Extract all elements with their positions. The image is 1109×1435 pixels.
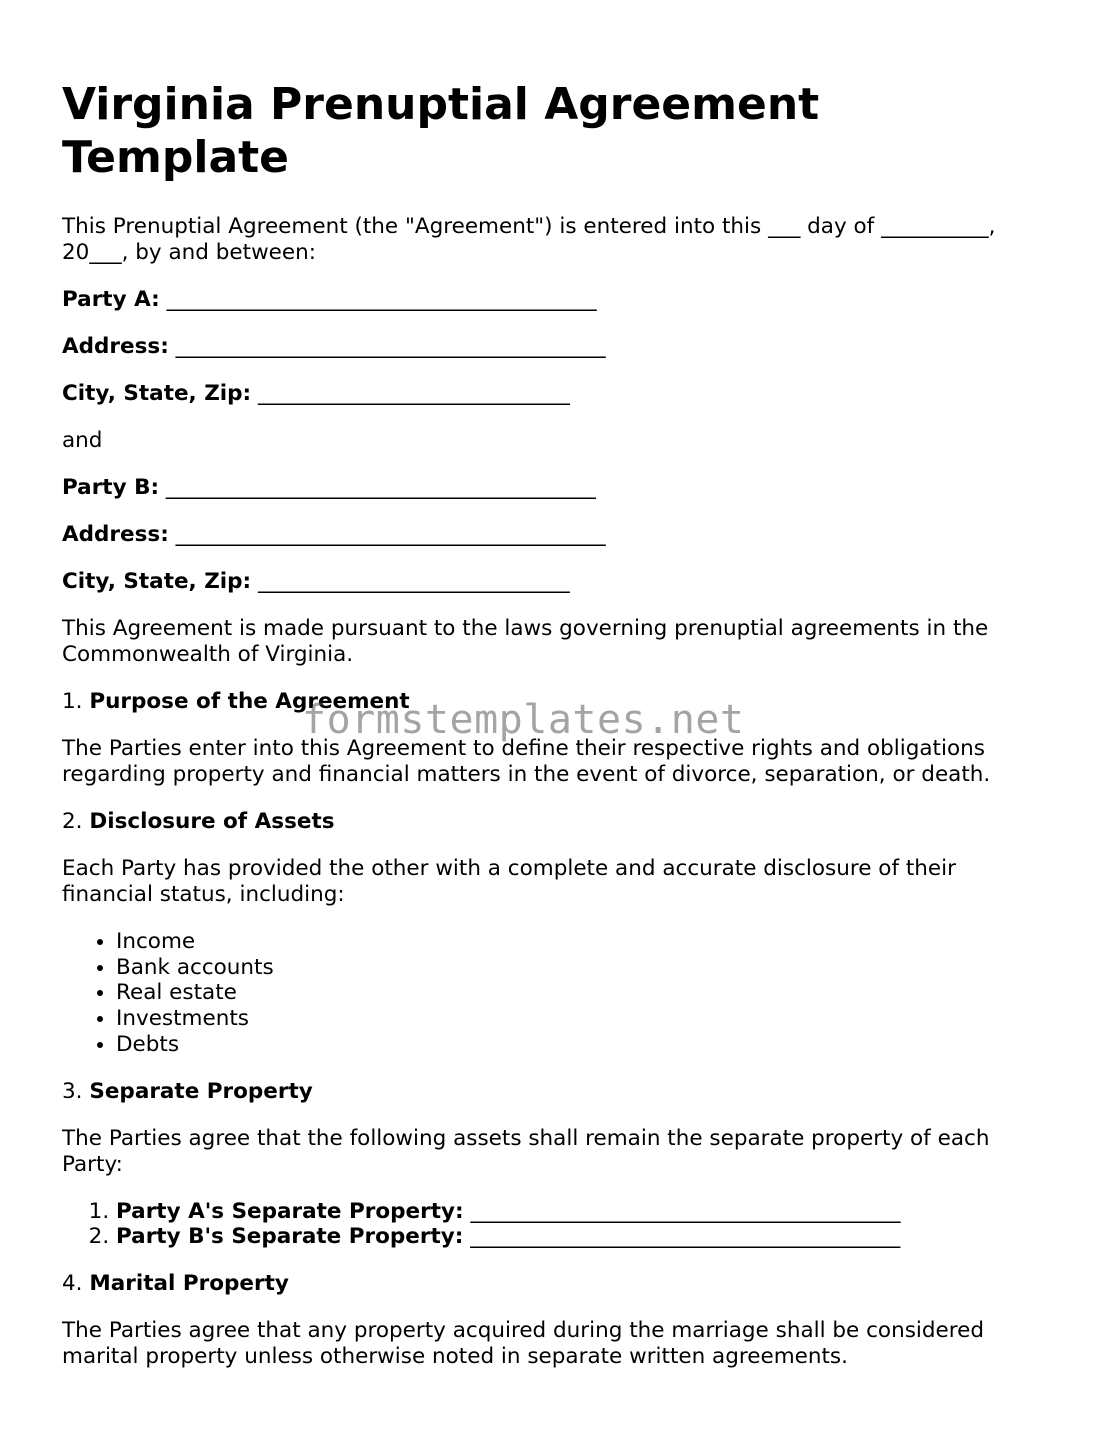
party-a-address-field (62, 334, 1052, 360)
separate-property-list (62, 1199, 1052, 1250)
party-b-city-label: City, State, Zip: (62, 569, 252, 594)
party-a-address-label: Address: (62, 334, 169, 359)
list-item: • Real estate (116, 980, 1052, 1006)
section-1-body: The Parties enter into this Agreement to define their respective rights and obligations regarding property and financial matters in the event of divorce, separation, or death. (62, 736, 991, 787)
party-b-separate-property-label: Party B's Separate Property: (116, 1224, 464, 1250)
party-a-name-label: Party A: (62, 287, 160, 312)
list-item: • Debts (116, 1032, 1052, 1058)
list-item: • Bank accounts (116, 955, 1052, 981)
party-a-name-blank: ________________________________________ (166, 287, 597, 312)
document-page (62, 78, 1052, 1391)
section-2-heading (62, 809, 1052, 835)
party-b-name-label: Party B: (62, 475, 160, 500)
asset-list (62, 929, 1052, 1058)
section-4-title: Marital Property (89, 1270, 289, 1296)
section-3-number: 3. (62, 1078, 83, 1104)
party-a-address-blank: ________________________________________ (175, 334, 606, 359)
party-b-address-blank: ________________________________________ (175, 522, 606, 547)
governing-law-paragraph: This Agreement is made pursuant to the laws governing prenuptial agreements in the Commonwealth of Virginia. (62, 616, 989, 667)
section-2-number: 2. (62, 809, 83, 834)
party-b-address-label: Address: (62, 522, 169, 547)
party-b-name-blank: ________________________________________ (165, 475, 596, 500)
section-2-body: Each Party has provided the other with a complete and accurate disclosure of their financial status, including: (62, 856, 956, 907)
list-item (116, 1199, 1052, 1225)
party-a-name-field (62, 287, 1052, 313)
list-item (116, 1224, 1052, 1250)
watermark: formstemplates.net (302, 697, 745, 743)
party-b-address-field (62, 522, 1052, 548)
section-3-heading (62, 1079, 1052, 1105)
section-1-number: 1. (62, 689, 83, 714)
party-a-separate-property-blank: ________________________________________ (470, 1198, 901, 1224)
party-b-separate-property-blank: ________________________________________ (470, 1224, 901, 1250)
party-b-name-field (62, 475, 1052, 501)
section-3-body: The Parties agree that the following assets shall remain the separate property of each Party: (62, 1125, 990, 1177)
party-a-city-field (62, 381, 1052, 407)
section-4-body: The Parties agree that any property acquired during the marriage shall be considered marital property unless otherwise noted in separate written agreements. (62, 1317, 985, 1369)
document-title: Virginia Prenuptial Agreement Template (62, 79, 820, 183)
section-3-title: Separate Property (89, 1078, 313, 1104)
section-1-heading (62, 689, 1052, 715)
party-a-city-blank: _____________________________ (258, 381, 570, 406)
section-1-title: Purpose of the Agreement (89, 689, 410, 714)
party-b-city-blank: _____________________________ (258, 569, 570, 594)
and-text: and (62, 428, 103, 453)
party-b-city-field (62, 569, 1052, 595)
party-a-separate-property-label: Party A's Separate Property: (116, 1198, 464, 1224)
party-a-city-label: City, State, Zip: (62, 381, 252, 406)
list-item: • Income (116, 929, 1052, 955)
section-4-number: 4. (62, 1270, 83, 1296)
intro-paragraph: This Prenuptial Agreement (the "Agreement") is entered into this ___ day of __________, 20___, by and between: (62, 214, 996, 265)
section-2-title: Disclosure of Assets (89, 809, 335, 834)
list-item: • Investments (116, 1006, 1052, 1032)
section-4-heading (62, 1271, 1052, 1297)
